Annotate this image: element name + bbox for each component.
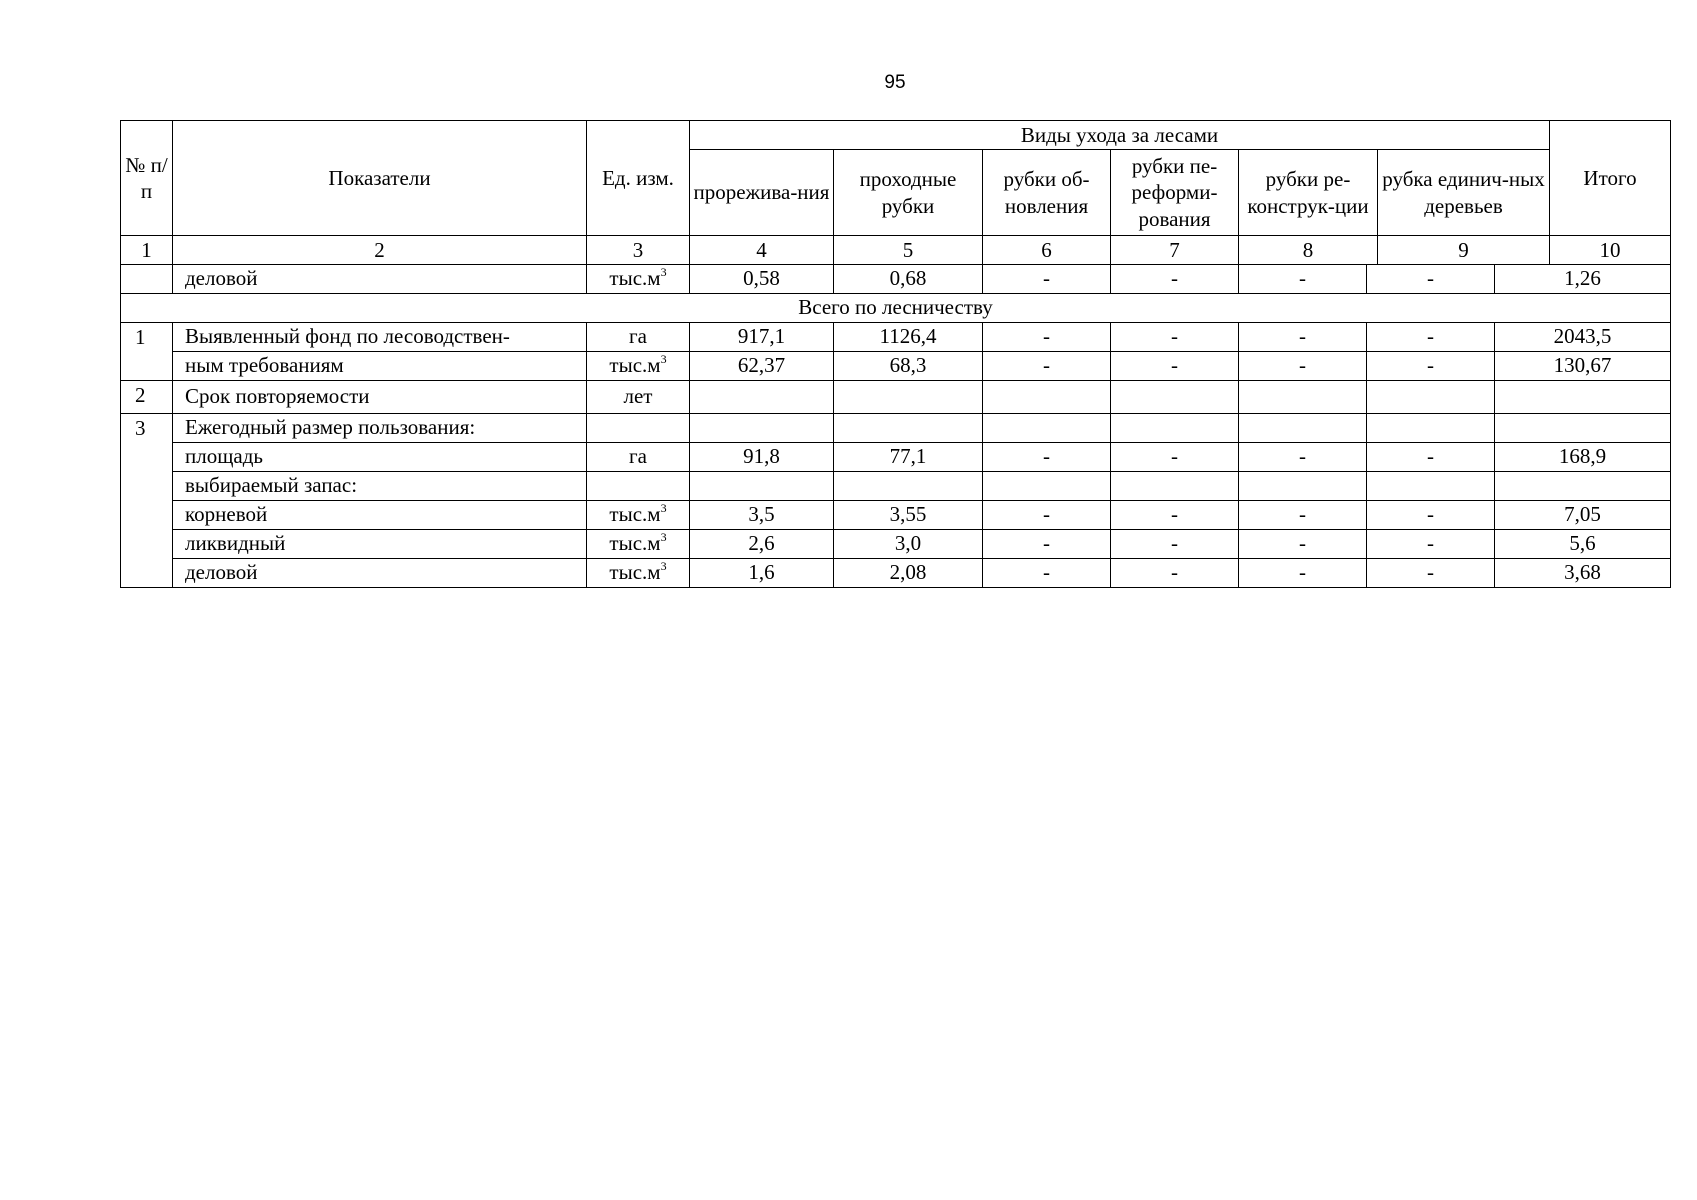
table-row — [121, 500, 1671, 529]
value-cell: - — [1111, 264, 1239, 293]
header-group: Виды ухода за лесами — [690, 121, 1550, 150]
value-cell: - — [1239, 500, 1367, 529]
col-number: 4 — [690, 236, 834, 265]
total-cell: 168,9 — [1495, 442, 1671, 471]
value-cell: - — [1367, 500, 1495, 529]
row-unit: га — [587, 322, 690, 351]
column-numbers-row — [121, 236, 1671, 265]
row-label: Выявленный фонд по лесоводствен- — [173, 322, 587, 351]
value-cell: 917,1 — [690, 322, 834, 351]
value-cell: 0,58 — [690, 264, 834, 293]
header-col-passage: проходные рубки — [834, 150, 983, 236]
value-cell: 1,6 — [690, 558, 834, 587]
page-number: 95 — [884, 72, 906, 93]
value-cell: 62,37 — [690, 351, 834, 380]
row-label: деловой — [173, 264, 587, 293]
row-label: выбираемый запас: — [173, 471, 587, 500]
value-cell: 1126,4 — [834, 322, 983, 351]
value-cell: - — [1239, 529, 1367, 558]
value-cell: - — [1111, 500, 1239, 529]
value-cell: - — [1111, 529, 1239, 558]
total-cell: 5,6 — [1495, 529, 1671, 558]
table-row — [121, 471, 1671, 500]
header-col-reformation: рубки пе-реформи-рования — [1111, 150, 1239, 236]
value-cell: - — [1239, 322, 1367, 351]
col-number: 7 — [1111, 236, 1239, 265]
forest-care-table — [120, 120, 1671, 588]
col-number: 2 — [173, 236, 587, 265]
value-cell: - — [983, 500, 1111, 529]
header-col-renewal: рубки об-новления — [983, 150, 1111, 236]
col-number: 9 — [1378, 236, 1550, 265]
value-cell: - — [1367, 264, 1495, 293]
value-cell: - — [983, 442, 1111, 471]
value-cell: 3,5 — [690, 500, 834, 529]
col-number: 3 — [587, 236, 690, 265]
header-col-single-trees: рубка единич-ных деревьев — [1378, 150, 1550, 236]
row-label: площадь — [173, 442, 587, 471]
value-cell: 3,0 — [834, 529, 983, 558]
value-cell: - — [983, 264, 1111, 293]
row-label: деловой — [173, 558, 587, 587]
value-cell: 0,68 — [834, 264, 983, 293]
value-cell: - — [1111, 322, 1239, 351]
col-number: 1 — [121, 236, 173, 265]
value-cell: - — [1367, 322, 1495, 351]
value-cell: - — [1367, 558, 1495, 587]
value-cell: - — [1239, 442, 1367, 471]
value-cell: - — [1111, 558, 1239, 587]
header-total: Итого — [1550, 121, 1671, 236]
total-cell: 1,26 — [1495, 264, 1671, 293]
row-label: корневой — [173, 500, 587, 529]
section-title: Всего по лесничеству — [121, 293, 1671, 322]
row-number: 2 — [121, 380, 173, 413]
total-cell: 3,68 — [1495, 558, 1671, 587]
value-cell: - — [983, 351, 1111, 380]
table-row — [121, 413, 1671, 442]
table-row — [121, 322, 1671, 351]
col-number: 10 — [1550, 236, 1671, 265]
table-row — [121, 529, 1671, 558]
col-number: 5 — [834, 236, 983, 265]
header-col-thinning: прорежива-ния — [690, 150, 834, 236]
table-body — [120, 264, 1671, 588]
value-cell: - — [983, 529, 1111, 558]
total-cell: 2043,5 — [1495, 322, 1671, 351]
total-cell: 7,05 — [1495, 500, 1671, 529]
value-cell: - — [983, 322, 1111, 351]
value-cell: - — [1239, 558, 1367, 587]
table-row — [121, 558, 1671, 587]
row-unit: $тыс.м^3$ — [587, 558, 690, 587]
value-cell: 68,3 — [834, 351, 983, 380]
value-cell: - — [1239, 264, 1367, 293]
row-unit: $тыс.м^3$ — [587, 351, 690, 380]
value-cell: - — [1367, 351, 1495, 380]
header-unit: Ед. изм. — [587, 121, 690, 236]
header-col-reconstruction: рубки ре-конструк-ции — [1239, 150, 1378, 236]
value-cell: 77,1 — [834, 442, 983, 471]
row-number: 1 — [121, 322, 173, 380]
value-cell: 2,6 — [690, 529, 834, 558]
row-unit: $тыс.м^3$ — [587, 500, 690, 529]
row-unit: $тыс.м^3$ — [587, 529, 690, 558]
table-row — [121, 442, 1671, 471]
table-header — [120, 120, 1671, 265]
table-row — [121, 264, 1671, 293]
value-cell: - — [1367, 442, 1495, 471]
header-indicators: Показатели — [173, 121, 587, 236]
col-number: 6 — [983, 236, 1111, 265]
value-cell: 91,8 — [690, 442, 834, 471]
row-unit: лет — [587, 380, 690, 413]
value-cell: - — [983, 558, 1111, 587]
value-cell: - — [1367, 529, 1495, 558]
row-number: 3 — [121, 413, 173, 587]
row-label: ным требованиям — [173, 351, 587, 380]
header-num: № п/п — [121, 121, 173, 236]
col-number: 8 — [1239, 236, 1378, 265]
row-unit: га — [587, 442, 690, 471]
value-cell: - — [1111, 442, 1239, 471]
value-cell: 3,55 — [834, 500, 983, 529]
row-label: Ежегодный размер пользования: — [173, 413, 587, 442]
value-cell: - — [1239, 351, 1367, 380]
row-label: Срок повторяемости — [173, 380, 587, 413]
table-row — [121, 351, 1671, 380]
table-row — [121, 380, 1671, 413]
row-unit: $тыс.м^3$ — [587, 264, 690, 293]
section-row — [121, 293, 1671, 322]
total-cell: 130,67 — [1495, 351, 1671, 380]
row-label: ликвидный — [173, 529, 587, 558]
value-cell: - — [1111, 351, 1239, 380]
value-cell: 2,08 — [834, 558, 983, 587]
